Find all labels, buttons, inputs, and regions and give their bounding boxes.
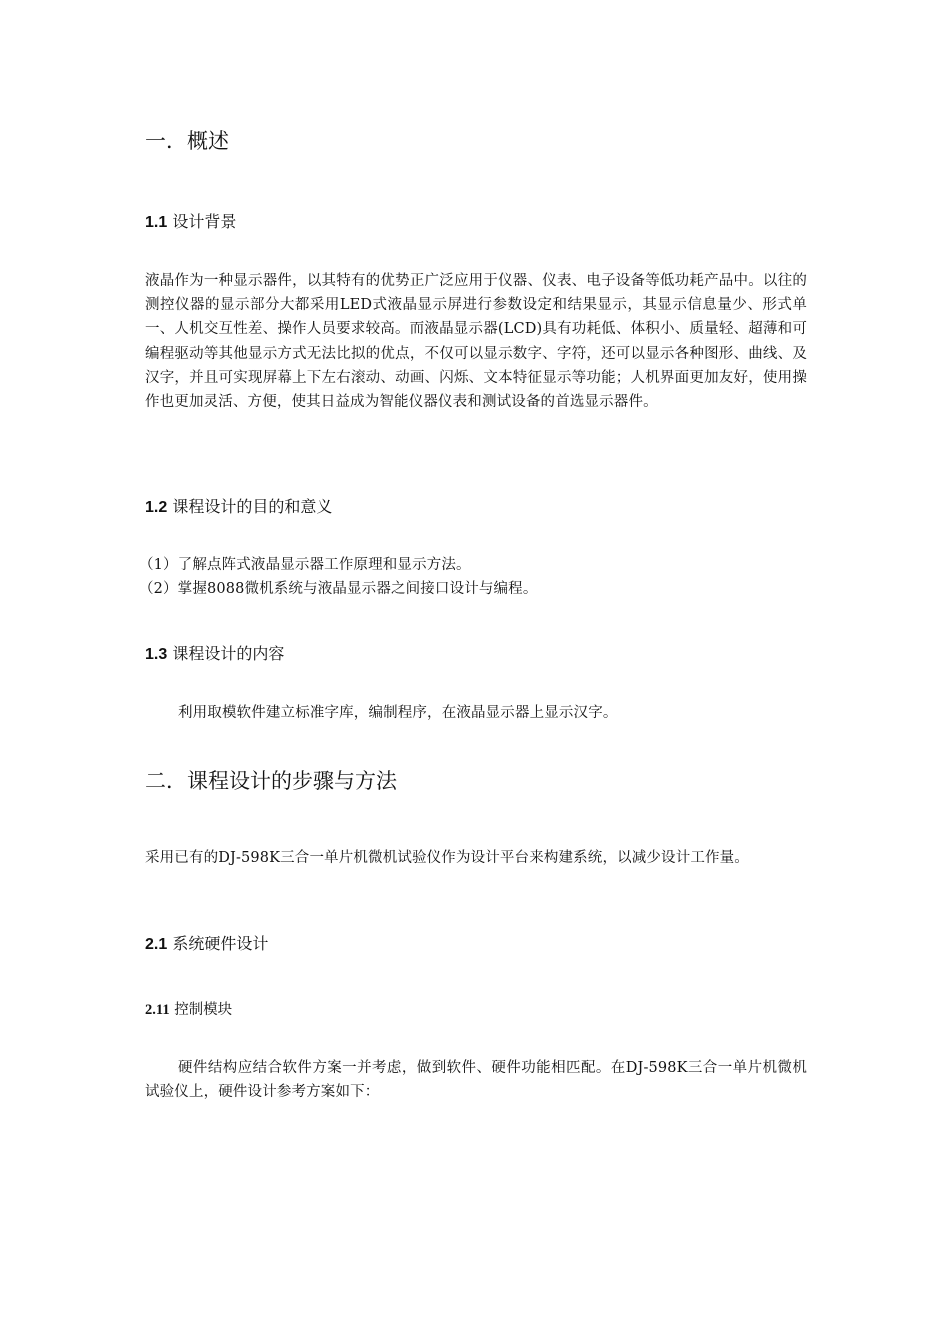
section-1-3-heading: [145, 642, 807, 667]
section-2-1-number: 2.1: [145, 936, 168, 953]
document-page: [139, 0, 807, 1344]
section-1-2-title: 课程设计的目的和意义: [172, 497, 333, 516]
section-2-1-heading: [145, 932, 807, 957]
section-1-3-number: 1.3: [145, 646, 168, 663]
section-1-1-title: 设计背景: [172, 212, 237, 231]
section-1-3-body: 利用取模软件建立标准字库，编制程序，在液晶显示器上显示汉字。: [178, 705, 618, 721]
section-2-title: 二．课程设计的步骤与方法: [145, 769, 397, 793]
section-1-1-body: 液晶作为一种显示器件，以其特有的优势正广泛应用于仪器、仪表、电子设备等低功耗产品中。以往的测控仪器的显示部分大都采用LED式液晶显示屏进行参数设定和结果显示，其显示信息量少、形式单一、人机交互性差、操作人员要求较高。而液晶显示器(LCD)具有功耗低、体积小、质量轻、超薄和可编程驱动等其他显示方式无法比拟的优点，不仅可以显示数字、字符，还可以显示各种图形、曲线、及汉字，并且可实现屏幕上下左右滚动、动画、闪烁、文本特征显示等功能；人机界面更加友好，使用操作也更加灵活、方便，使其日益成为智能仪器仪表和测试设备的首选显示器件。: [145, 273, 807, 411]
section-1-2-number: 1.2: [145, 499, 168, 516]
section-1-3-title: 课程设计的内容: [172, 644, 285, 663]
section-1-title: 一．概述: [145, 129, 229, 153]
section-2-11-title: 控制模块: [174, 1002, 233, 1018]
section-2-1-title: 系统硬件设计: [172, 934, 269, 953]
section-1-1-heading: [145, 210, 807, 235]
section-2-11-heading: [145, 999, 807, 1021]
section-1-2-list: [139, 553, 801, 601]
section-2-intro: 采用已有的DJ-598K三合一单片机微机试验仪作为设计平台来构建系统，以减少设计工作量。: [145, 850, 749, 866]
section-1-2-heading: [145, 495, 807, 520]
list-item: （2）掌握8088微机系统与液晶显示器之间接口设计与编程。: [139, 581, 538, 598]
section-1-1-number: 1.1: [145, 214, 168, 231]
section-2-11-body: 硬件结构应结合软件方案一并考虑，做到软件、硬件功能相匹配。在DJ-598K三合一单片机微机试验仪上，硬件设计参考方案如下：: [145, 1060, 807, 1101]
list-item: （1）了解点阵式液晶显示器工作原理和显示方法。: [139, 557, 471, 573]
section-2-11-number: 2.11: [145, 1002, 170, 1018]
